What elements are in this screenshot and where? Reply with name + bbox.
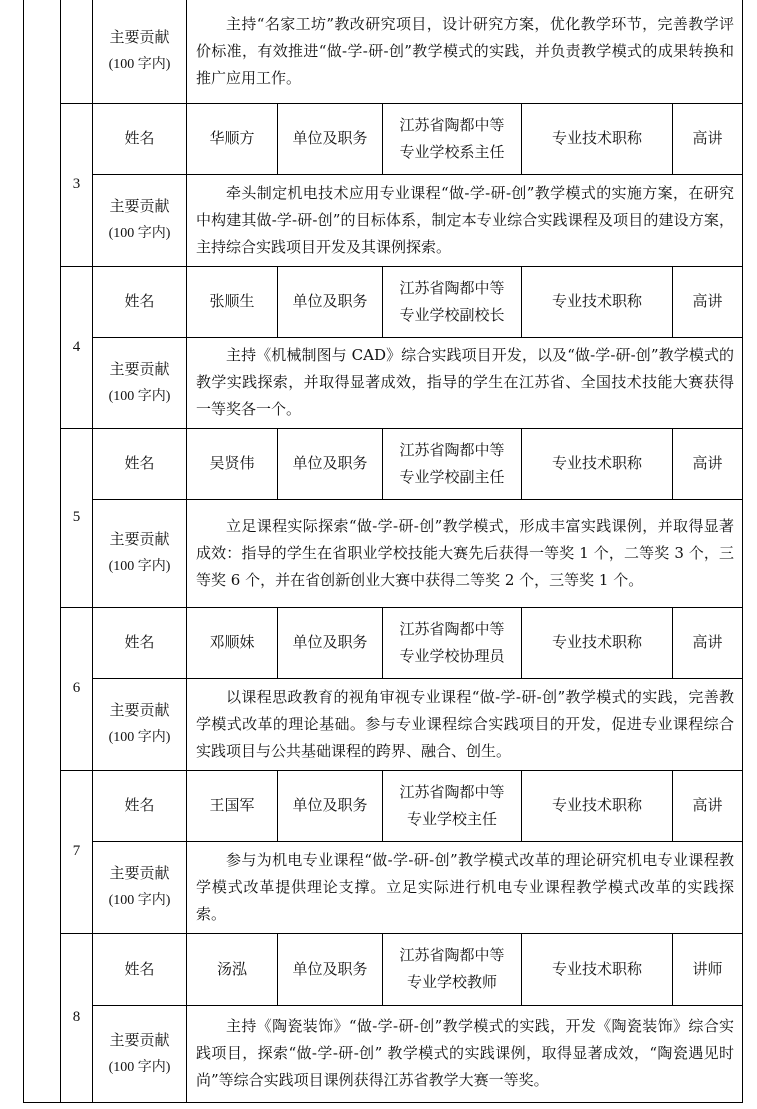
contribution-label: 主要贡献 — [109, 1030, 170, 1049]
contribution-row — [24, 337, 743, 428]
unit-position-label: 单位及职务 — [278, 266, 383, 337]
word-limit-label: (100 字内) — [108, 388, 171, 404]
member-title: 高讲 — [673, 607, 743, 678]
member-name: 王国军 — [187, 770, 278, 841]
member-unit-line1: 江苏省陶都中等 — [399, 782, 505, 801]
contribution-row — [24, 499, 743, 607]
contribution-label: 主要贡献 — [109, 359, 170, 378]
contribution-label: 主要贡献 — [109, 197, 170, 215]
member-title: 高讲 — [673, 428, 743, 499]
member-unit-line2: 专业学校副校长 — [399, 305, 505, 324]
member-info-row — [24, 933, 743, 1005]
contribution-row — [24, 678, 743, 770]
member-unit — [383, 266, 522, 337]
contribution-text: 主持“名家工坊”教改研究项目，设计研究方案，优化教学环节，完善教学评价标准，有效推进“做-学-研-创”教学模式的实践，并负责教学模式的成果转换和推广应用工作。 — [187, 0, 743, 103]
member-info-row — [24, 428, 743, 499]
member-unit — [383, 933, 522, 1005]
member-name: 邓顺妹 — [187, 607, 278, 678]
word-limit-label: (100 字内) — [108, 730, 171, 745]
title-label: 专业技术职称 — [522, 770, 673, 841]
contribution-row — [24, 0, 743, 103]
contribution-label: 主要贡献 — [109, 28, 170, 47]
contribution-label-cell — [93, 841, 187, 933]
member-name: 吴贤伟 — [187, 428, 278, 499]
contribution-label: 主要贡献 — [109, 701, 170, 719]
member-title: 高讲 — [673, 770, 743, 841]
contribution-text: 立足课程实际探索“做-学-研-创”教学模式，形成丰富实践课例，并取得显著成效：指导的学生在省职业学校技能大赛先后获得一等奖 1 个，二等奖 3 个，三等奖 6 个，并在省创新创业大赛中获得二等奖 2 个，三等奖 1 个。 — [187, 499, 743, 607]
title-label: 专业技术职称 — [522, 266, 673, 337]
name-label: 姓名 — [93, 770, 187, 841]
member-unit-line1: 江苏省陶都中等 — [399, 619, 505, 638]
contribution-label-cell — [93, 174, 187, 266]
member-info-row — [24, 103, 743, 174]
unit-position-label: 单位及职务 — [278, 770, 383, 841]
member-number: 7 — [61, 770, 93, 933]
member-title: 高讲 — [673, 103, 743, 174]
unit-position-label: 单位及职务 — [278, 607, 383, 678]
member-name: 张顺生 — [187, 266, 278, 337]
name-label: 姓名 — [93, 103, 187, 174]
word-limit-label: (100 字内) — [108, 1059, 171, 1075]
member-info-row — [24, 770, 743, 841]
member-number: 3 — [61, 103, 93, 266]
title-label: 专业技术职称 — [522, 933, 673, 1005]
contribution-text: 主持《机械制图与 CAD》综合实践项目开发，以及“做-学-研-创”教学模式的教学实践探索，并取得显著成效，指导的学生在江苏省、全国技术技能大赛获得一等奖各一个。 — [187, 337, 743, 428]
member-unit-line1: 江苏省陶都中等 — [399, 946, 505, 964]
member-number: 5 — [61, 428, 93, 607]
name-label: 姓名 — [93, 933, 187, 1005]
member-name: 汤泓 — [187, 933, 278, 1005]
member-unit-line1: 江苏省陶都中等 — [399, 440, 505, 459]
contribution-text: 参与为机电专业课程“做-学-研-创”教学模式改革的理论研究机电专业课程教学模式改革提供理论支撑。立足实际进行机电专业课程教学模式改革的实践探索。 — [187, 841, 743, 933]
name-label: 姓名 — [93, 428, 187, 499]
member-unit-line2: 专业学校协理员 — [399, 646, 505, 665]
member-unit-line2: 专业学校系主任 — [399, 142, 505, 161]
word-limit-label: (100 字内) — [108, 226, 171, 241]
member-info-row — [24, 266, 743, 337]
contribution-row — [24, 841, 743, 933]
member-unit — [383, 607, 522, 678]
word-limit-label: (100 字内) — [108, 893, 171, 908]
member-name: 华顺方 — [187, 103, 278, 174]
member-number-cell — [61, 0, 93, 103]
contribution-text: 主持《陶瓷装饰》“做-学-研-创”教学模式的实践，开发《陶瓷装饰》综合实践项目，探索“做-学-研-创” 教学模式的实践课例，取得显著成效，“陶瓷遇见时尚”等综合实践项目课例获得江苏省教学大赛一等奖。 — [187, 1005, 743, 1102]
outer-column — [24, 0, 61, 1102]
member-info-row — [24, 607, 743, 678]
member-unit — [383, 770, 522, 841]
name-label: 姓名 — [93, 266, 187, 337]
member-unit-line2: 专业学校主任 — [406, 809, 497, 828]
title-label: 专业技术职称 — [522, 428, 673, 499]
member-number: 6 — [61, 607, 93, 770]
contribution-row — [24, 1005, 743, 1102]
contribution-row — [24, 174, 743, 266]
contribution-text: 以课程思政教育的视角审视专业课程“做-学-研-创”教学模式的实践，完善教学模式改革的理论基础。参与专业课程综合实践项目的开发，促进专业课程综合实践项目与公共基础课程的跨界、融合、创生。 — [187, 678, 743, 770]
member-title: 高讲 — [673, 266, 743, 337]
contribution-label-cell — [93, 1005, 187, 1102]
member-unit — [383, 103, 522, 174]
unit-position-label: 单位及职务 — [278, 428, 383, 499]
word-limit-label: (100 字内) — [108, 57, 171, 73]
unit-position-label: 单位及职务 — [278, 103, 383, 174]
contribution-label: 主要贡献 — [109, 530, 170, 548]
member-unit — [383, 428, 522, 499]
member-unit-line1: 江苏省陶都中等 — [399, 278, 505, 297]
member-title: 讲师 — [673, 933, 743, 1005]
contribution-text: 牵头制定机电技术应用专业课程“做-学-研-创”教学模式的实施方案，在研究中构建其做-学-研-创”的目标体系，制定本专业综合实践课程及项目的建设方案，主持综合实践项目开发及其课例探索。 — [187, 174, 743, 266]
member-number: 4 — [61, 266, 93, 428]
members-table — [23, 0, 743, 1103]
member-unit-line1: 江苏省陶都中等 — [399, 115, 505, 134]
contribution-label: 主要贡献 — [109, 864, 170, 882]
member-number: 8 — [61, 933, 93, 1102]
contribution-label-cell — [93, 499, 187, 607]
title-label: 专业技术职称 — [522, 607, 673, 678]
contribution-label-cell — [93, 337, 187, 428]
member-unit-line2: 专业学校副主任 — [399, 467, 505, 486]
name-label: 姓名 — [93, 607, 187, 678]
contribution-label-cell — [93, 678, 187, 770]
contribution-label-cell — [93, 0, 187, 103]
unit-position-label: 单位及职务 — [278, 933, 383, 1005]
member-unit-line2: 专业学校教师 — [406, 973, 497, 991]
title-label: 专业技术职称 — [522, 103, 673, 174]
word-limit-label: (100 字内) — [108, 559, 171, 574]
